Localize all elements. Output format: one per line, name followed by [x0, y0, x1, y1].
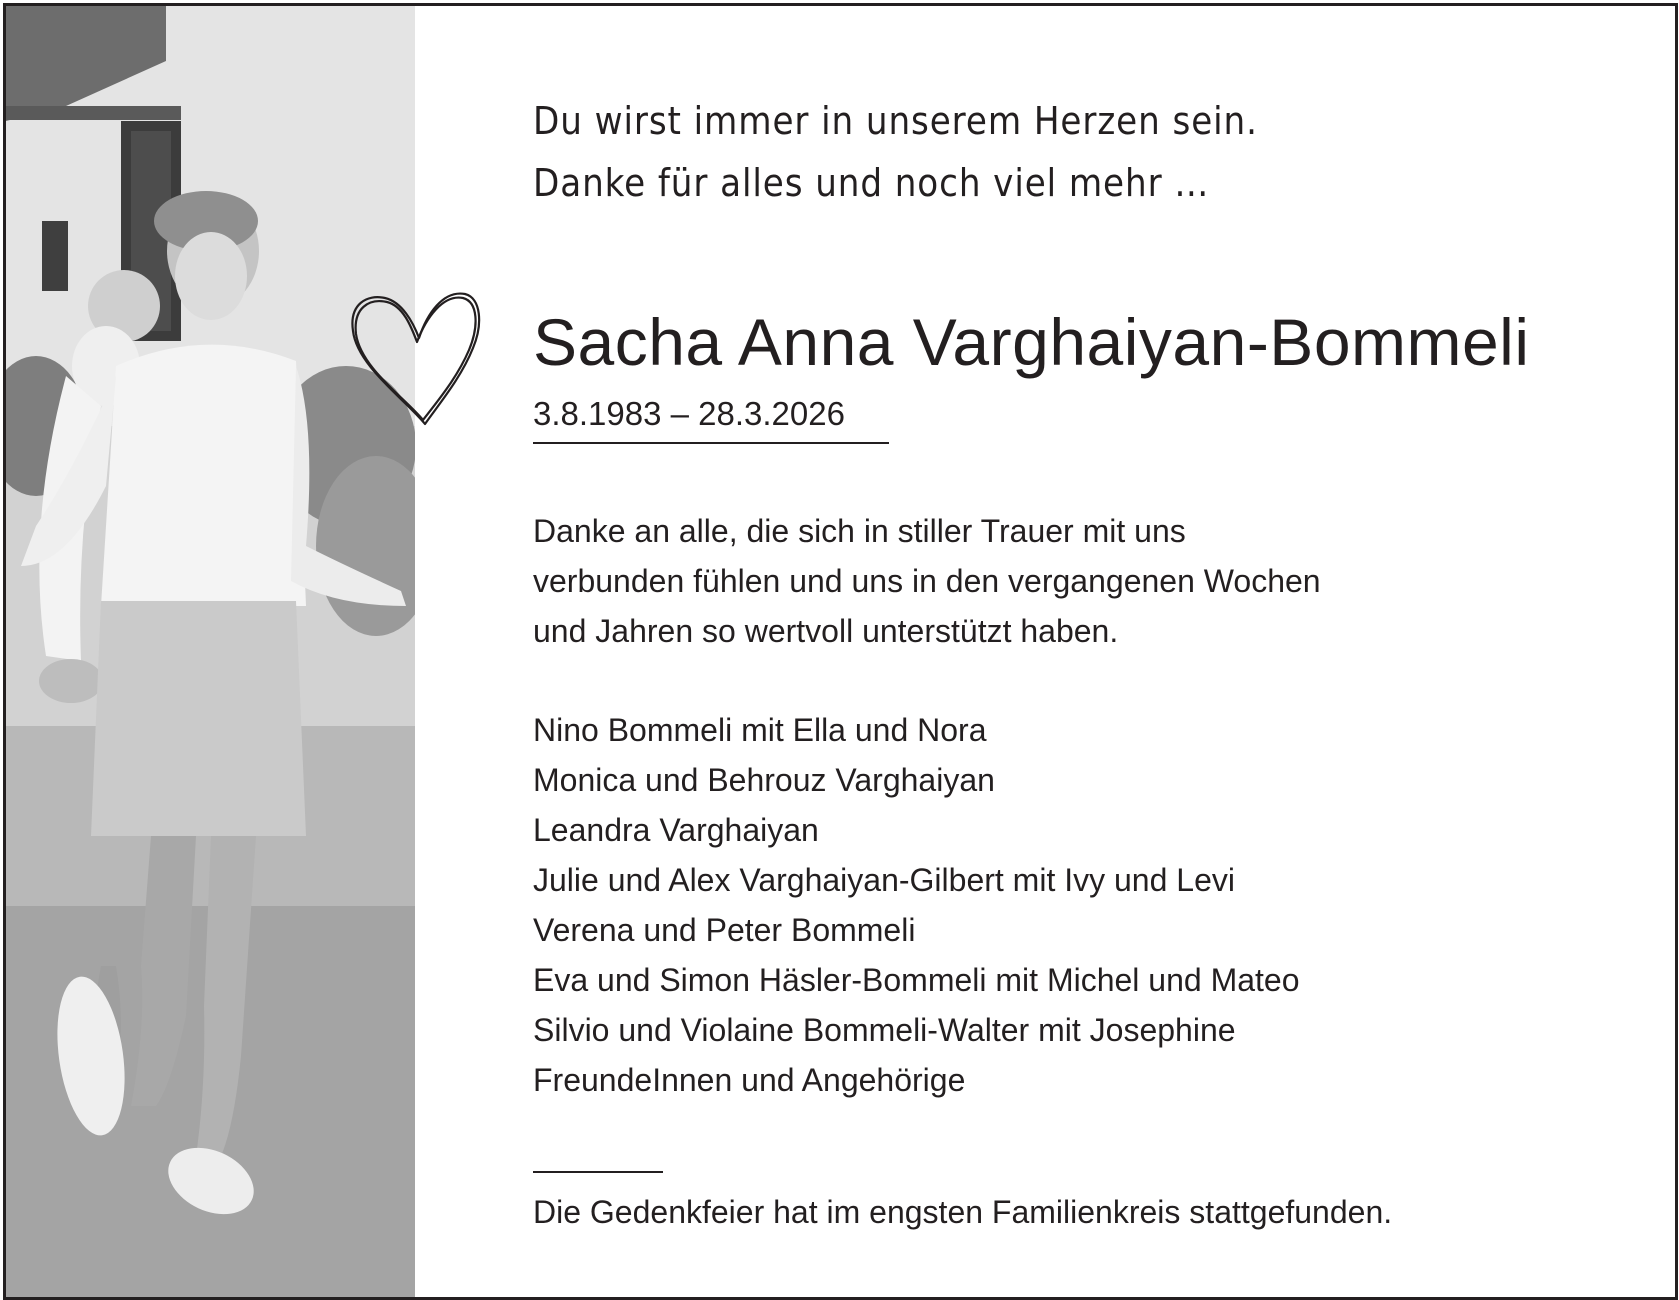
- heart-icon: [347, 286, 483, 428]
- thanks-line: verbunden fühlen und uns in den vergangenen Wochen: [533, 563, 1321, 599]
- quote-line-2: Danke für alles und noch viel mehr …: [533, 161, 1210, 205]
- divider: [533, 1171, 663, 1173]
- mourner-entry: Monica und Behrouz Varghaiyan: [533, 762, 995, 798]
- obituary-card: [3, 3, 1678, 1300]
- mourner-entry: Verena und Peter Bommeli: [533, 912, 916, 948]
- thank-you-paragraph: [533, 506, 1321, 656]
- mourner-entry: Silvio und Violaine Bommeli-Walter mit Josephine: [533, 1012, 1236, 1048]
- thanks-line: Danke an alle, die sich in stiller Trauer mit uns: [533, 513, 1186, 549]
- mourners-list: [533, 705, 1300, 1105]
- mourner-entry: FreundeInnen und Angehörige: [533, 1062, 966, 1098]
- portrait-photo: [6, 6, 415, 1297]
- mourner-entry: Nino Bommeli mit Ella und Nora: [533, 712, 987, 748]
- thanks-line: und Jahren so wertvoll unterstützt haben.: [533, 613, 1119, 649]
- mourner-entry: Julie und Alex Varghaiyan-Gilbert mit Ivy und Levi: [533, 862, 1235, 898]
- deceased-name: Sacha Anna Varghaiyan-Bommeli: [533, 305, 1530, 379]
- quote-line-1: Du wirst immer in unserem Herzen sein.: [533, 99, 1258, 143]
- dates-underline: [533, 442, 889, 444]
- memorial-note: Die Gedenkfeier hat im engsten Familienkreis stattgefunden.: [533, 1194, 1393, 1230]
- life-dates: 3.8.1983 – 28.3.2026: [533, 395, 845, 432]
- quote: [533, 90, 1433, 214]
- mourner-entry: Leandra Varghaiyan: [533, 812, 819, 848]
- mourner-entry: Eva und Simon Häsler-Bommeli mit Michel und Mateo: [533, 962, 1300, 998]
